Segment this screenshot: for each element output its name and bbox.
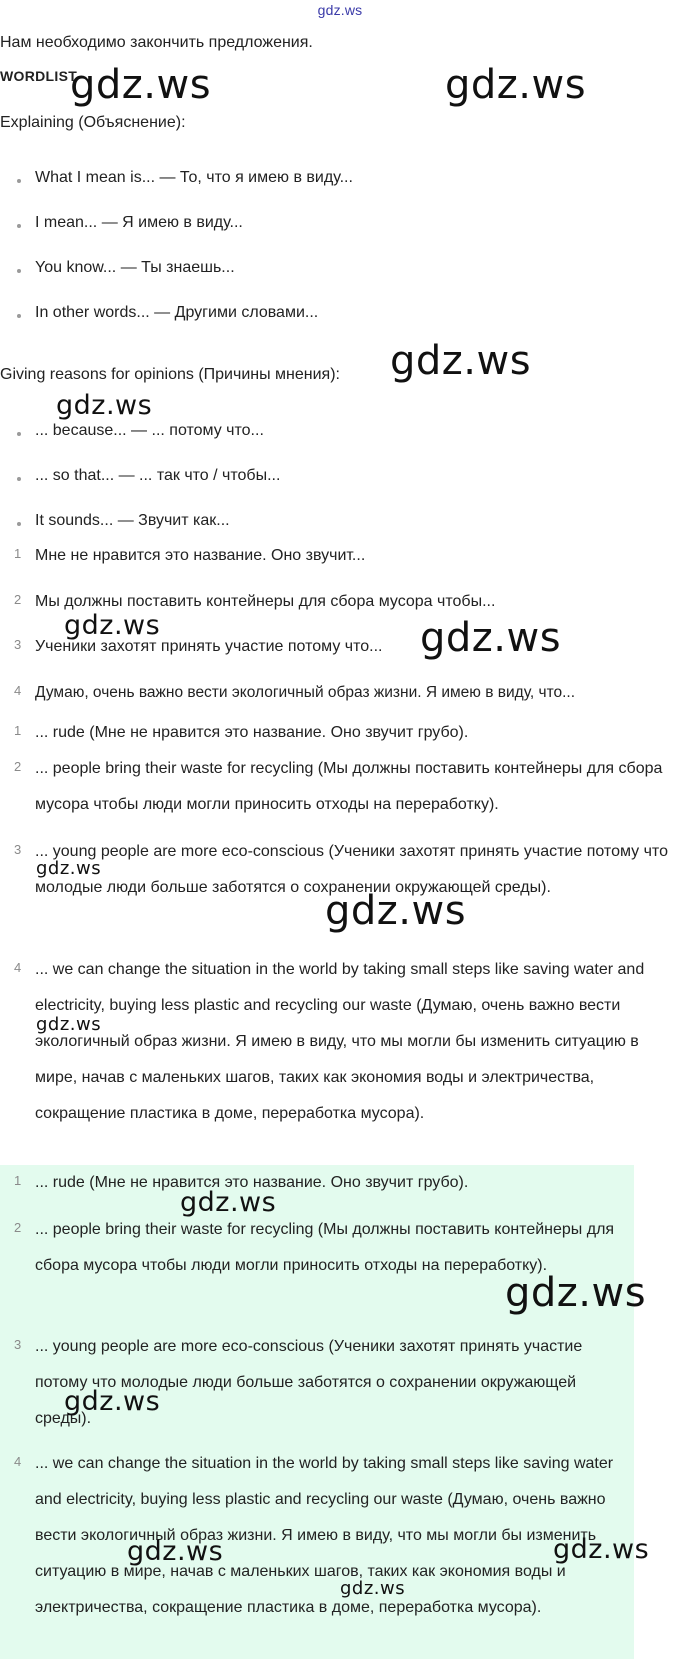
bullet-icon xyxy=(17,522,21,526)
reasons-heading: Giving reasons for opinions (Причины мнения): xyxy=(0,366,340,383)
wordlist-label: WORDLIST xyxy=(0,68,78,84)
watermark-text: gdz.ws xyxy=(36,858,102,879)
watermark-text: gdz.ws xyxy=(56,390,153,421)
watermark-text: gdz.ws xyxy=(325,888,467,934)
watermark-text: gdz.ws xyxy=(180,1187,277,1218)
watermark-text: gdz.ws xyxy=(420,615,562,661)
watermark-text: gdz.ws xyxy=(64,610,161,641)
bullet-icon xyxy=(17,179,21,183)
explaining-heading: Explaining (Объяснение): xyxy=(0,114,186,131)
bullet-icon xyxy=(17,224,21,228)
bullet-icon xyxy=(17,432,21,436)
watermark-text: gdz.ws xyxy=(445,62,587,108)
bullet-icon xyxy=(17,269,21,273)
intro-text: Нам необходимо закончить предложения. xyxy=(0,34,313,51)
top-watermark: gdz.ws xyxy=(317,2,363,18)
watermark-text: gdz.ws xyxy=(64,1386,161,1417)
bullet-icon xyxy=(17,314,21,318)
watermark-text: gdz.ws xyxy=(36,1014,102,1035)
watermark-text: gdz.ws xyxy=(553,1534,650,1565)
watermark-text: gdz.ws xyxy=(390,338,532,384)
bullet-icon xyxy=(17,477,21,481)
watermark-text: gdz.ws xyxy=(70,62,212,108)
watermark-text: gdz.ws xyxy=(340,1578,406,1599)
watermark-text: gdz.ws xyxy=(505,1270,647,1316)
watermark-text: gdz.ws xyxy=(127,1536,224,1567)
